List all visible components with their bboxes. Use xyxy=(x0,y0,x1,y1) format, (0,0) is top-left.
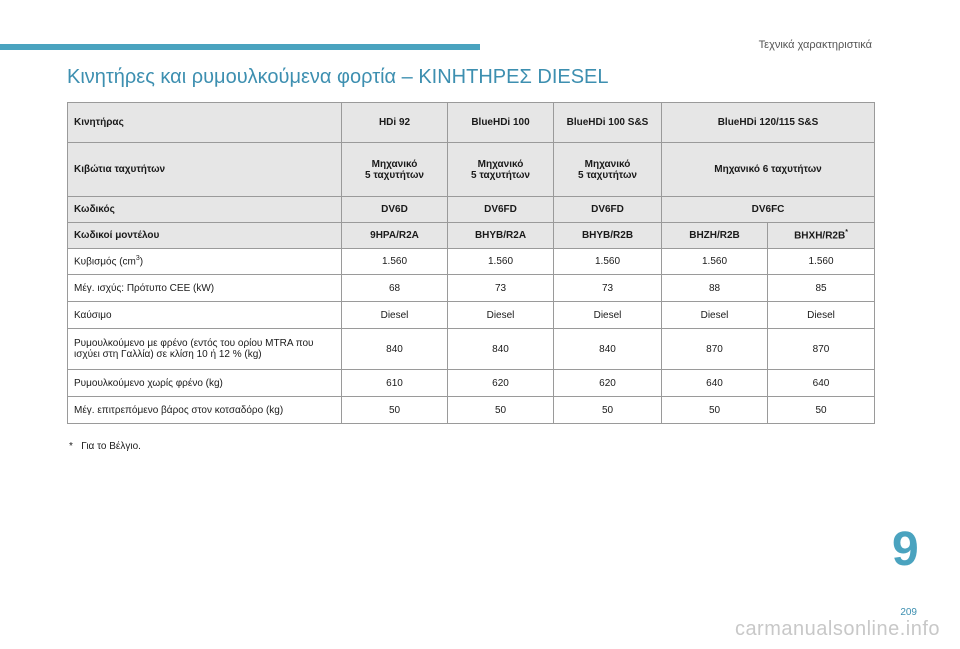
table-row-fuel xyxy=(68,302,875,329)
table-row-power xyxy=(68,275,875,302)
footnote xyxy=(69,441,141,452)
row-label: Μέγ. ισχύς: Πρότυπο CEE (kW) xyxy=(68,275,342,302)
table-cell: Μηχανικό 5 ταχυτήτων xyxy=(448,143,554,197)
table-cell: 73 xyxy=(448,275,554,302)
row-label xyxy=(68,249,342,275)
table-cell: 640 xyxy=(768,370,875,397)
row-label: Μέγ. επιτρεπόμενο βάρος στον κοτσαδόρο (kg) xyxy=(68,397,342,424)
table-cell: Μηχανικό 6 ταχυτήτων xyxy=(662,143,875,197)
footnote-text: Για το Βέλγιο. xyxy=(81,441,141,452)
row-label: Κινητήρας xyxy=(68,103,342,143)
table-cell: 88 xyxy=(662,275,768,302)
table-cell: BlueHDi 120/115 S&S xyxy=(662,103,875,143)
table-cell: 1.560 xyxy=(768,249,875,275)
table-cell: Diesel xyxy=(662,302,768,329)
table-cell: 870 xyxy=(768,329,875,370)
table-cell: 50 xyxy=(768,397,875,424)
table-cell: BHYB/R2A xyxy=(448,223,554,249)
table-cell: 1.560 xyxy=(662,249,768,275)
table-cell: BHZH/R2B xyxy=(662,223,768,249)
row-label: Κωδικοί μοντέλου xyxy=(68,223,342,249)
table-row-model-codes xyxy=(68,223,875,249)
table-cell: DV6FD xyxy=(554,197,662,223)
table-cell: Μηχανικό 5 ταχυτήτων xyxy=(342,143,448,197)
table-row-code xyxy=(68,197,875,223)
row-label: Ρυμουλκούμενο χωρίς φρένο (kg) xyxy=(68,370,342,397)
table-cell: Diesel xyxy=(768,302,875,329)
row-label: Κιβώτια ταχυτήτων xyxy=(68,143,342,197)
table-cell: 640 xyxy=(662,370,768,397)
watermark: carmanualsonline.info xyxy=(734,618,940,640)
page-title: Κινητήρες και ρυμουλκούμενα φορτία – ΚΙΝΗΤΗΡΕΣ DIESEL xyxy=(67,66,609,88)
table-cell: 610 xyxy=(342,370,448,397)
chapter-number: 9 xyxy=(892,523,919,576)
table-cell-with-footnote xyxy=(768,223,875,249)
table-row-braked-trailer xyxy=(68,329,875,370)
table-cell: BlueHDi 100 S&S xyxy=(554,103,662,143)
table-cell: 68 xyxy=(342,275,448,302)
table-cell: 50 xyxy=(662,397,768,424)
table-cell: 1.560 xyxy=(448,249,554,275)
table-cell: DV6FC xyxy=(662,197,875,223)
table-cell: Μηχανικό 5 ταχυτήτων xyxy=(554,143,662,197)
label-end: ) xyxy=(139,256,144,268)
table-cell: DV6FD xyxy=(448,197,554,223)
table-cell: HDi 92 xyxy=(342,103,448,143)
row-label: Καύσιμο xyxy=(68,302,342,329)
table-row-gearbox xyxy=(68,143,875,197)
page-number: 209 xyxy=(900,607,917,618)
table-cell: DV6D xyxy=(342,197,448,223)
table-cell: 870 xyxy=(662,329,768,370)
table-cell: BlueHDi 100 xyxy=(448,103,554,143)
table-row-displacement xyxy=(68,249,875,275)
table-cell: 1.560 xyxy=(554,249,662,275)
row-label: Ρυμουλκούμενο με φρένο (εντός του ορίου MTRA που ισχύει στη Γαλλία) σε κλίση 10 ή 12 % (kg) xyxy=(68,329,342,370)
table-cell: BHYB/R2B xyxy=(554,223,662,249)
table-cell: 840 xyxy=(342,329,448,370)
label-text: Κυβισμός (cm xyxy=(74,256,136,268)
section-title: Τεχνικά χαρακτηριστικά xyxy=(758,39,872,51)
table-cell: Diesel xyxy=(342,302,448,329)
table-cell: 9HPA/R2A xyxy=(342,223,448,249)
table-cell: 1.560 xyxy=(342,249,448,275)
footnote-marker: * xyxy=(845,229,848,237)
table-cell: 840 xyxy=(448,329,554,370)
row-label: Κωδικός xyxy=(68,197,342,223)
table-cell: Diesel xyxy=(448,302,554,329)
table-row-engine xyxy=(68,103,875,143)
superscript: 3 xyxy=(135,255,140,263)
cell-text: BHXH/R2B xyxy=(794,230,846,242)
table-row-nose-weight xyxy=(68,397,875,424)
table-cell: 840 xyxy=(554,329,662,370)
engine-spec-table xyxy=(67,102,875,424)
top-accent-bar xyxy=(0,44,480,50)
table-row-unbraked-trailer xyxy=(68,370,875,397)
table-cell: 73 xyxy=(554,275,662,302)
table-cell: 50 xyxy=(554,397,662,424)
footnote-marker: * xyxy=(69,441,73,452)
table-cell: 50 xyxy=(342,397,448,424)
table-cell: 50 xyxy=(448,397,554,424)
table-cell: Diesel xyxy=(554,302,662,329)
table-cell: 620 xyxy=(554,370,662,397)
table-cell: 620 xyxy=(448,370,554,397)
table-cell: 85 xyxy=(768,275,875,302)
